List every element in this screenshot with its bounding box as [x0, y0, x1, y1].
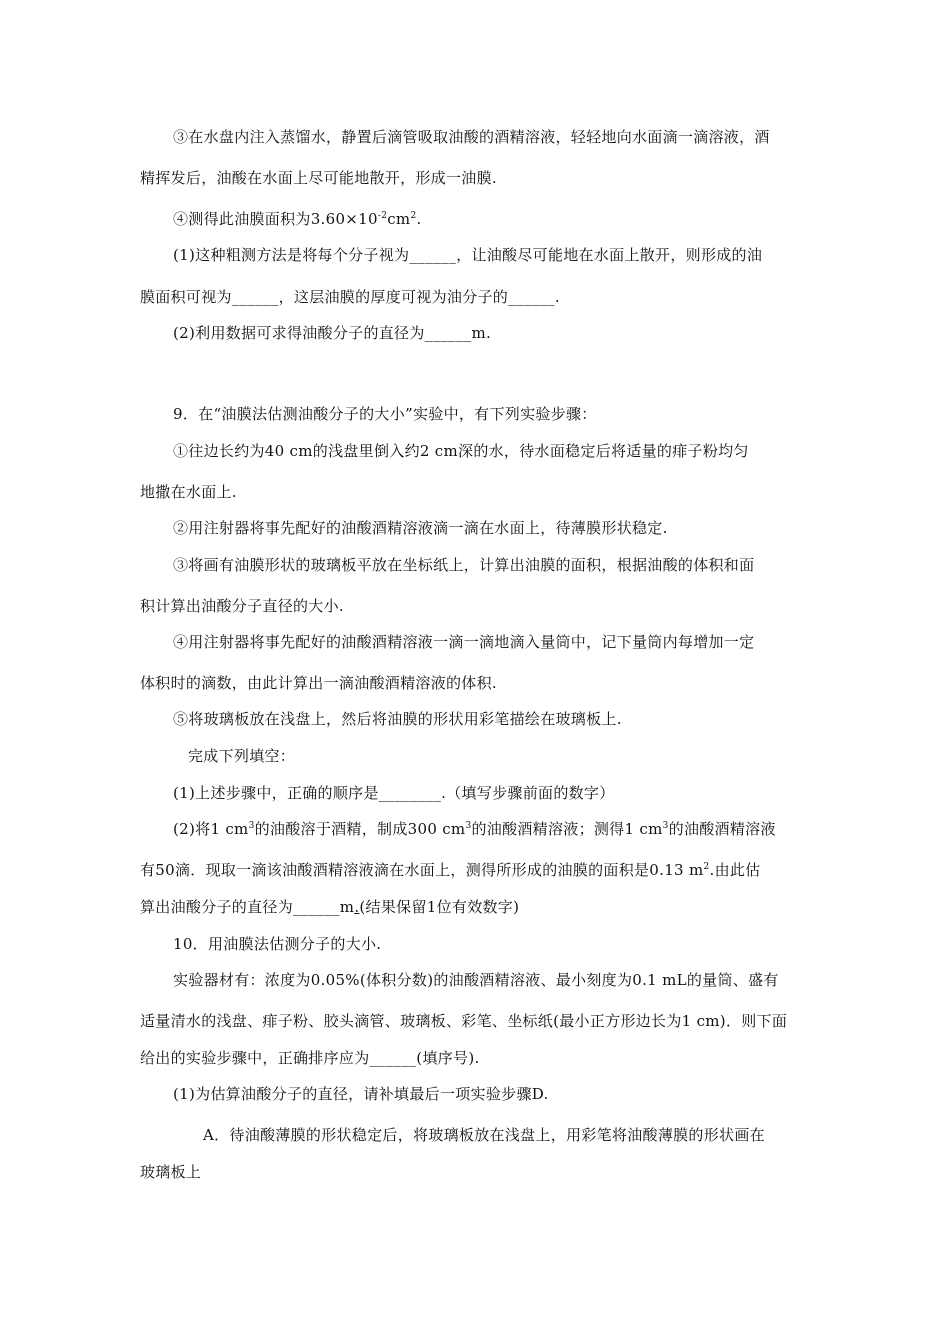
text: (结果保留1位有效数字)	[359, 898, 520, 916]
p10-materials-line1: 实验器材有：浓度为0.05%(体积分数)的油酸酒精溶液、最小刻度为0.1 mL的量筒、盛有	[173, 971, 779, 989]
exponent: 3	[465, 821, 472, 831]
p8-question1-line1: (1)这种粗测方法是将每个分子视为______，让油酸尽可能地在水面上散开，则形成的油	[173, 246, 763, 264]
p9-question2-line1	[173, 819, 776, 839]
p10-question1: (1)为估算油酸分子的直径，请补填最后一项实验步骤D.	[173, 1085, 549, 1103]
p9-question1: (1)上述步骤中，正确的顺序是________.（填写步骤前面的数字）	[173, 784, 615, 802]
p9-step1-line2: 地撒在水面上.	[140, 483, 237, 501]
p9-step4-line2: 体积时的滴数，由此计算出一滴油酸酒精溶液的体积.	[140, 674, 497, 692]
p8-step4	[173, 209, 422, 229]
text: 的油酸酒精溶液；测得1 cm	[471, 820, 663, 838]
p10-materials-line3: 给出的实验步骤中，正确排序应为______(填序号).	[140, 1049, 480, 1067]
p8-step3-line2: 精挥发后，油酸在水面上尽可能地散开，形成一油膜.	[140, 169, 497, 187]
p10-stepA-line2: 玻璃板上	[140, 1163, 202, 1181]
text: (2)将1 cm	[173, 820, 249, 838]
p9-step2: ②用注射器将事先配好的油酸酒精溶液滴一滴在水面上，待薄膜形状稳定.	[173, 519, 668, 537]
p10-stepA-line1: A．待油酸薄膜的形状稳定后，将玻璃板放在浅盘上，用彩笔将油酸薄膜的形状画在	[203, 1126, 765, 1144]
exponent: 2	[703, 862, 710, 872]
p8-step4-text: ④测得此油膜面积为3.60×10	[173, 210, 378, 228]
p10-materials-line2: 适量清水的浅盘、痱子粉、胶头滴管、玻璃板、彩笔、坐标纸(最小正方形边长为1 cm)．则下面	[140, 1012, 788, 1030]
exponent: -2	[377, 211, 388, 221]
p9-question2-line2	[140, 860, 760, 880]
p9-step5: ⑤将玻璃板放在浅盘上，然后将油膜的形状用彩笔描绘在玻璃板上.	[173, 710, 622, 728]
period: .	[416, 210, 422, 228]
p9-fill-instruction: 完成下列填空：	[188, 747, 296, 765]
p8-question2: (2)利用数据可求得油酸分子的直径为______m.	[173, 324, 492, 342]
text: 的油酸酒精溶液	[668, 820, 776, 838]
p9-question2-line3	[140, 897, 519, 917]
text: .由此估	[709, 861, 761, 879]
p9-step3-line2: 积计算出油酸分子直径的大小.	[140, 597, 344, 615]
exponent: 3	[248, 821, 255, 831]
unit: cm	[387, 210, 411, 228]
text: 有50滴．现取一滴该油酸酒精溶液滴在水面上，测得所形成的油膜的面积是0.13 m	[140, 861, 704, 879]
underlined-period: .	[354, 898, 360, 916]
text: 算出油酸分子的直径为______m	[140, 898, 355, 916]
p9-step3-line1: ③将画有油膜形状的玻璃板平放在坐标纸上，计算出油膜的面积，根据油酸的体积和面	[173, 556, 755, 574]
problem9-title: 9．在“油膜法估测油酸分子的大小”实验中，有下列实验步骤：	[173, 405, 597, 423]
p8-step3-line1: ③在水盘内注入蒸馏水，静置后滴管吸取油酸的酒精溶液，轻轻地向水面滴一滴溶液，酒	[173, 128, 770, 146]
p9-step1-line1: ①往边长约为40 cm的浅盘里倒入约2 cm深的水，待水面稳定后将适量的痱子粉均匀	[173, 442, 749, 460]
p8-question1-line2: 膜面积可视为______，这层油膜的厚度可视为油分子的______.	[140, 288, 560, 306]
exponent: 3	[662, 821, 669, 831]
text: 的油酸溶于酒精，制成300 cm	[254, 820, 466, 838]
p9-step4-line1: ④用注射器将事先配好的油酸酒精溶液一滴一滴地滴入量筒中，记下量筒内每增加一定	[173, 633, 755, 651]
problem10-title: 10．用油膜法估测分子的大小.	[173, 935, 382, 953]
exponent: 2	[410, 211, 417, 221]
